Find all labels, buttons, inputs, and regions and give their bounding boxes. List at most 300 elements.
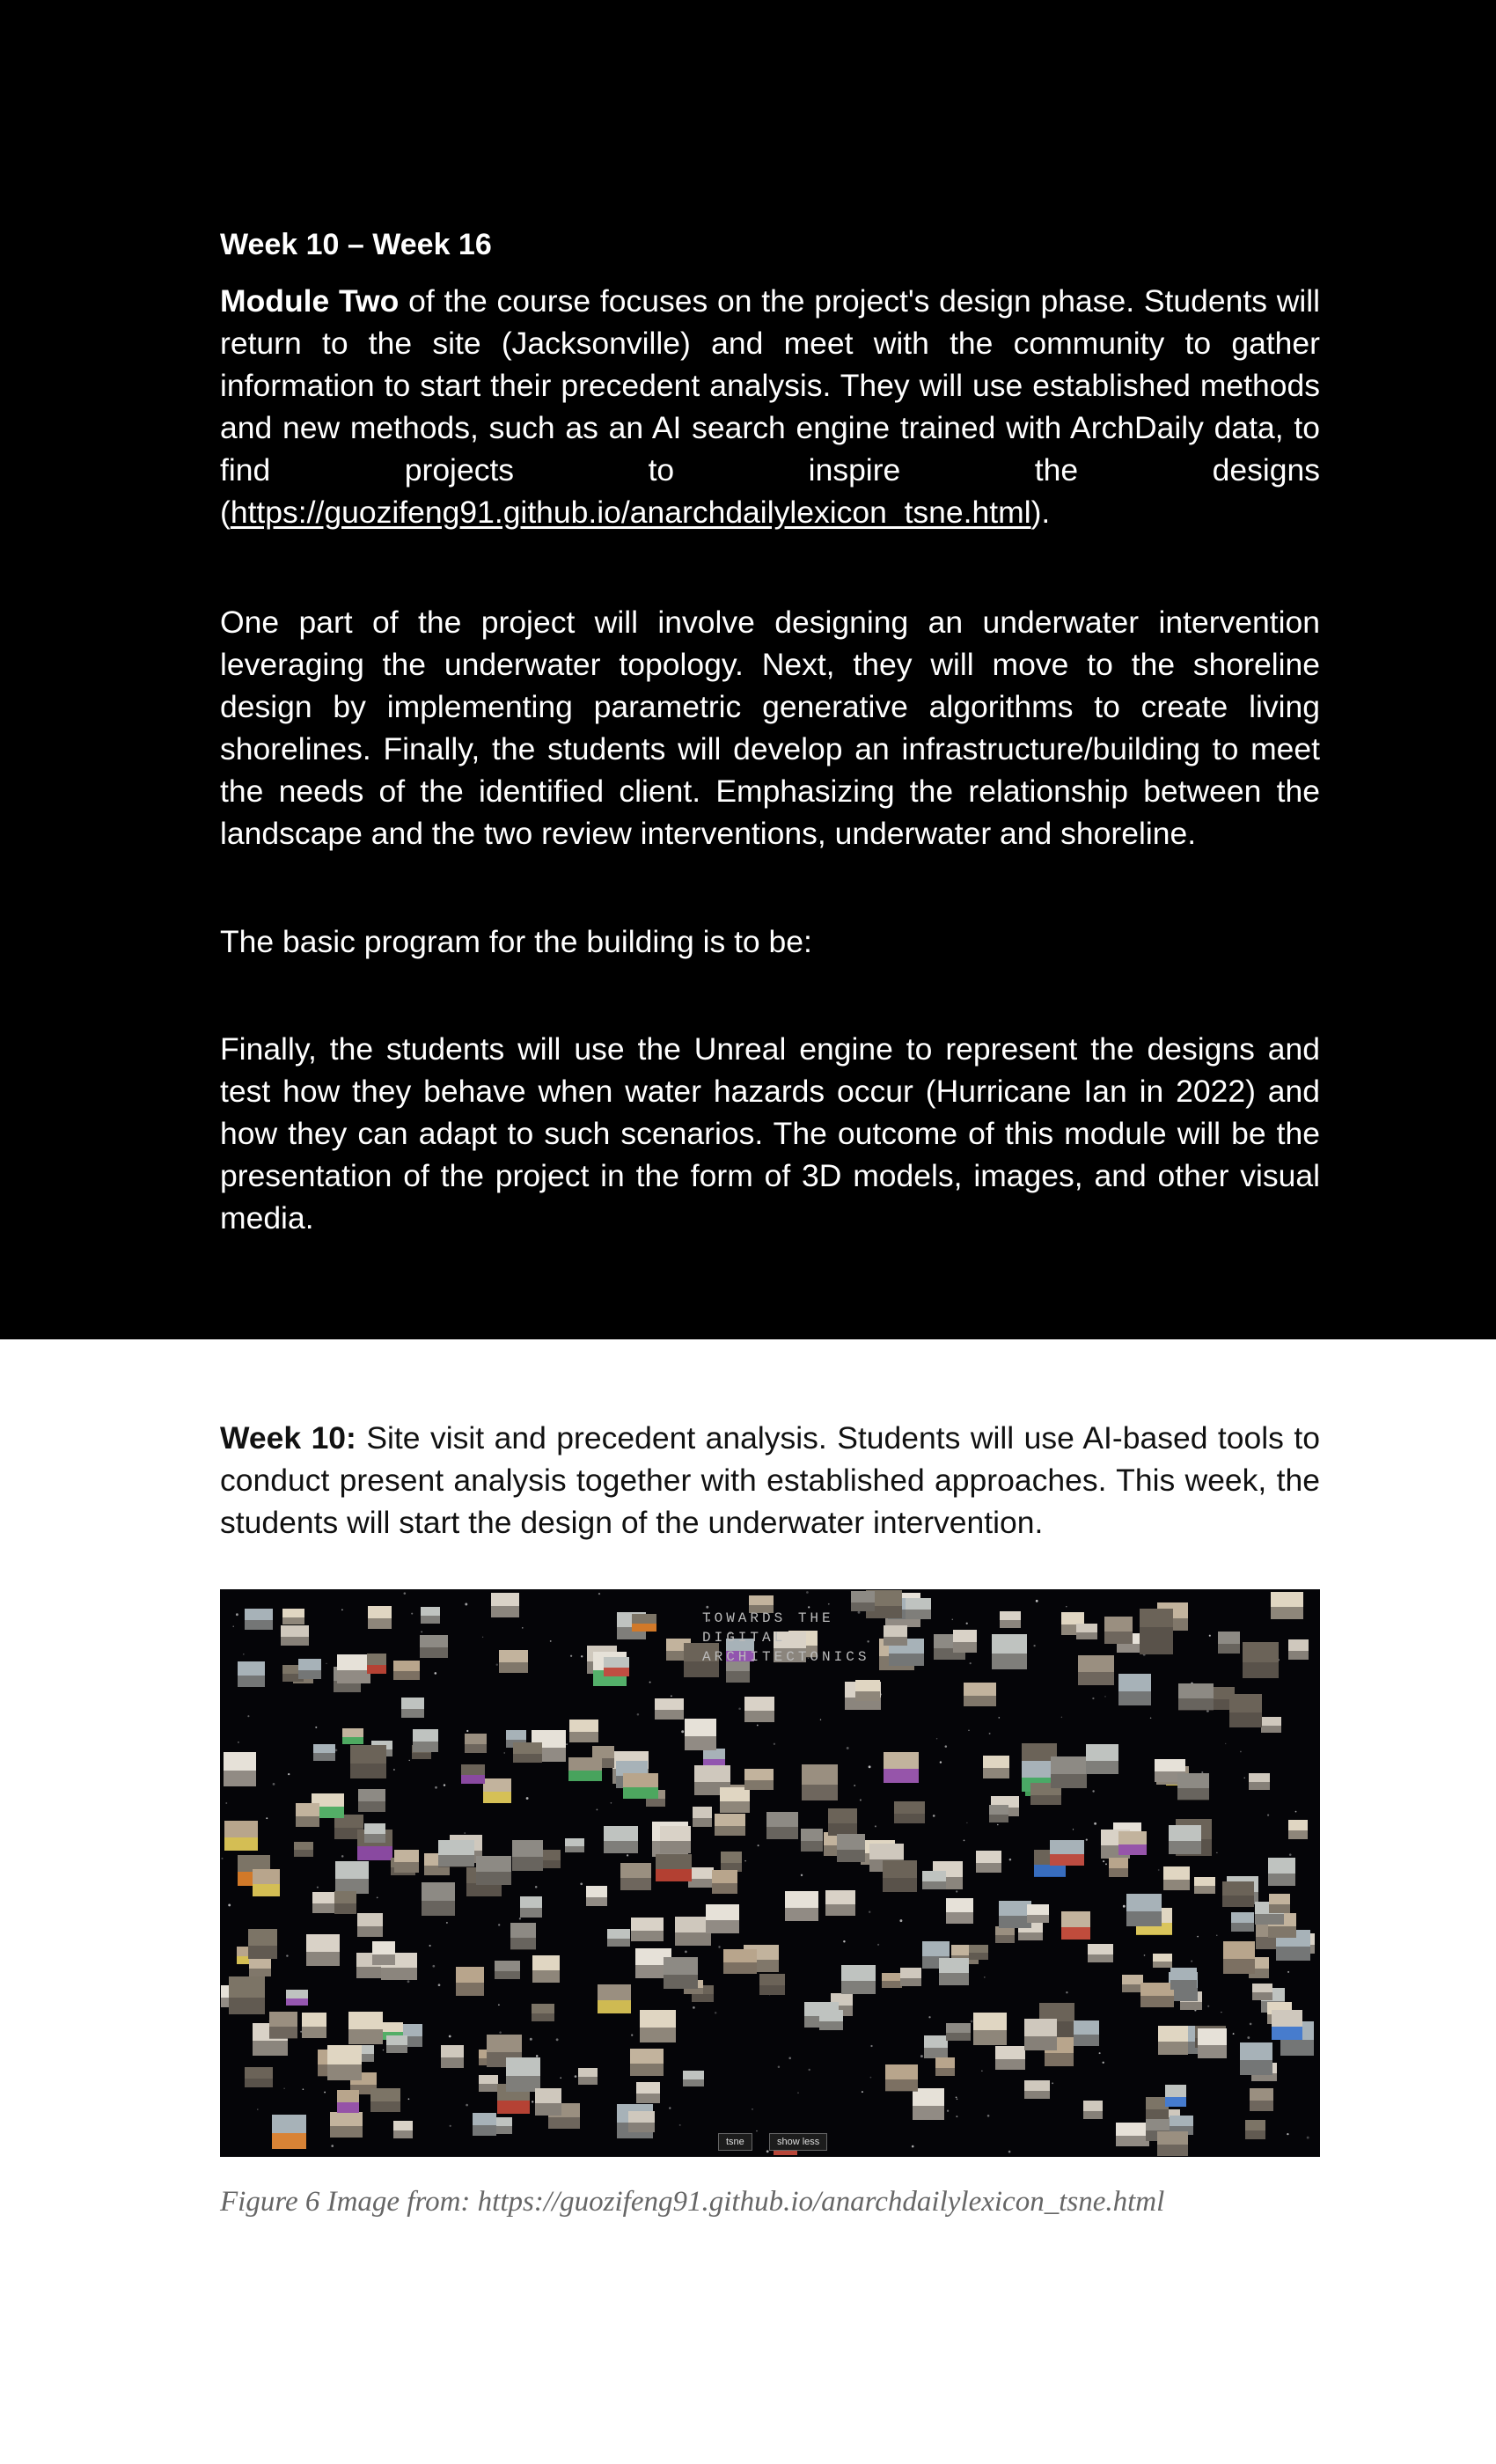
star-dot (257, 2108, 258, 2109)
image-thumbnail (1177, 1773, 1209, 1800)
star-dot (496, 1664, 498, 1666)
star-dot (920, 2055, 923, 2057)
image-thumbnail (882, 1973, 902, 1988)
image-thumbnail (1178, 1683, 1214, 1711)
star-dot (744, 1860, 745, 1861)
star-dot (556, 2038, 559, 2041)
star-dot (637, 1713, 640, 1716)
star-dot (1144, 1954, 1146, 1956)
image-thumbnail (630, 2049, 664, 2076)
star-dot (228, 1903, 231, 1906)
image-thumbnail (565, 1838, 584, 1852)
star-dot (315, 1727, 317, 1728)
image-thumbnail (1157, 2131, 1188, 2156)
star-dot (1073, 1829, 1074, 1830)
image-thumbnail (703, 1749, 725, 1768)
image-thumbnail (532, 2004, 554, 2021)
star-dot (449, 2035, 451, 2038)
image-thumbnail (422, 1882, 455, 1916)
star-dot (341, 1610, 343, 1611)
image-thumbnail (631, 1918, 664, 1941)
image-thumbnail (224, 1821, 258, 1851)
image-thumbnail (655, 1698, 684, 1720)
star-dot (550, 1640, 552, 1642)
image-thumbnail (1194, 1877, 1215, 1894)
star-dot (1287, 2133, 1288, 2135)
image-thumbnail (946, 1898, 973, 1924)
image-thumbnail (1165, 2085, 1186, 2107)
star-dot (466, 1730, 468, 1732)
image-thumbnail (586, 1886, 607, 1906)
image-thumbnail (495, 1961, 520, 1979)
week-ten-text: Site visit and precedent analysis. Students will use AI-based tools to conduct present analysis together with established approaches. This week, the students will start the design of the underwater intervention. (220, 1420, 1320, 1540)
image-thumbnail (706, 1904, 739, 1933)
star-dot (450, 2125, 451, 2127)
image-thumbnail (401, 1698, 424, 1718)
image-thumbnail (337, 2090, 359, 2113)
image-thumbnail (1222, 1881, 1254, 1907)
star-dot (393, 1769, 395, 1771)
week-ten-lead: Week 10: (220, 1420, 356, 1456)
image-thumbnail (367, 1654, 386, 1674)
star-dot (854, 1785, 855, 1786)
star-dot (847, 1747, 849, 1749)
image-thumbnail (512, 1840, 543, 1871)
star-dot (408, 2098, 410, 2100)
image-thumbnail (992, 1634, 1027, 1669)
image-thumbnail (520, 1896, 542, 1918)
image-thumbnail (1078, 1655, 1114, 1685)
image-thumbnail (1261, 1717, 1281, 1733)
image-thumbnail (1229, 1694, 1262, 1727)
star-dot (1094, 1822, 1096, 1825)
image-thumbnail (1153, 1954, 1172, 1968)
star-dot (756, 2130, 758, 2132)
star-dot (936, 1738, 937, 1739)
image-thumbnail (841, 1965, 876, 1994)
image-thumbnail (935, 2057, 955, 2076)
image-thumbnail (535, 2088, 561, 2116)
image-thumbnail (759, 1974, 785, 1995)
image-thumbnail (632, 1614, 656, 1632)
image-thumbnail (885, 2064, 918, 2092)
image-thumbnail (1163, 1866, 1190, 1890)
unreal-engine-paragraph: Finally, the students will use the Unreal engine to represent the designs and test how they behave when water hazards occur (Hurricane Ian in 2022) and how they can adapt to such scenarios. The outcome of this module will be the presentation of the project in the form of 3D models, images, and other visual media. (220, 1031, 1320, 1236)
star-dot (266, 1817, 268, 1819)
star-dot (912, 2145, 914, 2148)
week-range-title: Week 10 – Week 16 (220, 228, 492, 261)
image-thumbnail (685, 1719, 716, 1750)
image-thumbnail (1027, 1904, 1049, 1923)
image-thumbnail (906, 1598, 931, 1619)
star-dot (1033, 1645, 1035, 1646)
image-thumbnail (894, 1801, 925, 1823)
image-thumbnail (837, 1834, 865, 1862)
image-thumbnail (1252, 1984, 1272, 2000)
star-dot (243, 1654, 245, 1655)
image-thumbnail (335, 1861, 369, 1894)
archdaily-lexicon-link[interactable]: https://guozifeng91.github.io/anarchdailylexicon_tsne.html (230, 495, 1031, 530)
image-thumbnail (413, 1729, 438, 1752)
image-thumbnail (337, 1654, 370, 1683)
star-dot (225, 1802, 227, 1804)
star-dot (808, 2069, 810, 2071)
star-dot (788, 2057, 791, 2059)
image-thumbnail (420, 1635, 448, 1658)
image-thumbnail (513, 1742, 542, 1763)
star-dot (1009, 1859, 1012, 1861)
building-program-paragraph: The basic program for the building is to be: (220, 924, 812, 959)
image-thumbnail (330, 2112, 363, 2138)
image-thumbnail (421, 1607, 440, 1624)
star-dot (757, 1725, 759, 1727)
star-dot (288, 1773, 290, 1775)
image-thumbnail (1076, 1624, 1097, 1639)
image-thumbnail (969, 1945, 988, 1960)
image-thumbnail (712, 1870, 737, 1894)
star-dot (945, 1745, 948, 1748)
image-thumbnail (604, 1826, 638, 1853)
image-thumbnail (465, 1734, 487, 1753)
image-thumbnail (372, 1941, 395, 1965)
star-dot (1267, 1815, 1269, 1816)
star-dot (238, 1742, 239, 1743)
image-thumbnail (999, 1901, 1031, 1928)
image-thumbnail (989, 1805, 1008, 1822)
star-dot (966, 1822, 967, 1823)
image-thumbnail (715, 1814, 745, 1836)
figure-show-less-button[interactable]: show less (769, 2133, 827, 2151)
image-thumbnail (364, 1823, 385, 1843)
image-thumbnail (1169, 1825, 1201, 1854)
image-thumbnail (281, 1625, 309, 1646)
module-two-text: of the course focuses on the project's design phase. Students will return to the site (Jacksonville) and meet with the community to gather information to start their precedent analysis. They will use established methods and new methods, such as an AI search engine trained with ArchDaily data, to find projects to inspire the designs ( (220, 283, 1320, 530)
image-thumbnail (282, 1609, 304, 1624)
image-thumbnail (334, 1891, 356, 1914)
star-dot (869, 1911, 870, 1913)
star-dot (331, 2145, 334, 2147)
image-thumbnail (855, 1680, 880, 1701)
star-dot (774, 1743, 775, 1745)
image-thumbnail (884, 1625, 907, 1646)
image-thumbnail (1024, 2019, 1057, 2050)
star-dot (532, 2101, 533, 2102)
image-thumbnail (640, 2010, 676, 2042)
star-dot (286, 1954, 288, 1956)
image-thumbnail (1118, 1674, 1151, 1705)
star-dot (466, 2104, 468, 2107)
image-thumbnail (1240, 2042, 1272, 2075)
star-dot (411, 1613, 413, 1615)
image-thumbnail (1170, 1968, 1197, 1990)
module-two-paragraph (220, 280, 1320, 533)
star-dot (1066, 1606, 1067, 1607)
image-thumbnail (964, 1683, 996, 1706)
star-dot (303, 2088, 304, 2090)
star-dot (718, 1946, 720, 1947)
star-dot (869, 1765, 871, 1768)
star-dot (409, 1760, 410, 1761)
star-dot (738, 1707, 741, 1710)
image-thumbnail (1218, 1632, 1240, 1654)
star-dot (404, 1592, 407, 1595)
star-dot (997, 1824, 999, 1826)
image-thumbnail (620, 1863, 651, 1890)
star-dot (989, 1733, 991, 1734)
image-thumbnail (721, 1852, 742, 1872)
image-thumbnail (660, 1826, 691, 1853)
image-thumbnail (598, 1984, 631, 2013)
image-thumbnail (1122, 1975, 1143, 1992)
image-thumbnail (249, 1959, 271, 1976)
image-thumbnail (370, 2088, 400, 2112)
image-thumbnail (1158, 2026, 1188, 2055)
star-dot (535, 1886, 538, 1888)
image-thumbnail (313, 1744, 335, 1761)
star-dot (870, 2077, 872, 2079)
image-thumbnail (636, 2082, 660, 2103)
image-thumbnail (720, 1787, 750, 1813)
image-thumbnail (393, 2121, 413, 2138)
star-dot (1052, 2082, 1053, 2084)
star-dot (324, 2092, 326, 2094)
star-dot (1191, 1961, 1192, 1962)
figure-title-line-2: DIGITAL (702, 1630, 787, 1646)
image-thumbnail (607, 1929, 630, 1947)
image-thumbnail (568, 1757, 602, 1781)
star-dot (940, 1761, 942, 1763)
image-thumbnail (350, 1745, 386, 1778)
star-dot (446, 1922, 448, 1924)
star-dot (966, 1623, 968, 1624)
star-dot (1247, 2036, 1250, 2039)
image-thumbnail (802, 1764, 838, 1800)
star-dot (899, 1919, 902, 1922)
image-thumbnail (683, 2071, 704, 2086)
star-dot (236, 1613, 238, 1616)
image-thumbnail (1051, 1756, 1087, 1788)
star-dot (519, 1918, 521, 1919)
star-dot (956, 2097, 957, 2099)
image-thumbnail (253, 1869, 280, 1896)
star-dot (998, 1717, 1000, 1719)
image-thumbnail (801, 1829, 823, 1852)
star-dot (1233, 2033, 1235, 2035)
star-dot (669, 2107, 671, 2108)
image-thumbnail (1268, 1858, 1295, 1886)
star-dot (566, 1743, 568, 1745)
star-dot (429, 1945, 431, 1947)
star-dot (964, 1840, 965, 1842)
image-thumbnail (688, 1867, 714, 1888)
image-thumbnail (296, 1803, 319, 1827)
star-dot (407, 1980, 410, 1983)
image-thumbnail (286, 1990, 308, 2006)
star-dot (560, 2077, 561, 2079)
image-thumbnail (766, 1812, 798, 1839)
image-thumbnail (1271, 1592, 1303, 1619)
star-dot (1066, 1991, 1067, 1993)
star-dot (671, 1695, 672, 1697)
image-thumbnail (358, 1789, 385, 1812)
image-thumbnail (368, 1606, 392, 1629)
image-thumbnail (946, 2023, 971, 2041)
star-dot (627, 1854, 628, 1856)
image-thumbnail (604, 1657, 629, 1676)
image-thumbnail (819, 2010, 843, 2030)
star-dot (971, 2020, 973, 2023)
star-dot (1104, 1696, 1105, 1697)
star-dot (952, 1619, 954, 1621)
star-dot (598, 1593, 600, 1595)
image-thumbnail (473, 2113, 496, 2136)
image-thumbnail (386, 2035, 407, 2053)
star-dot (377, 1897, 378, 1899)
image-thumbnail (623, 1773, 658, 1799)
star-dot (649, 1682, 651, 1683)
star-dot (526, 1797, 529, 1800)
star-dot (482, 1637, 483, 1638)
star-dot (580, 1882, 583, 1885)
star-dot (435, 1672, 437, 1675)
image-thumbnail (828, 1808, 857, 1836)
image-thumbnail (1288, 1639, 1309, 1660)
image-thumbnail (578, 2068, 598, 2085)
image-thumbnail (995, 1926, 1015, 1943)
image-thumbnail (922, 1871, 946, 1889)
star-dot (778, 2065, 781, 2068)
image-thumbnail (884, 1752, 919, 1783)
star-dot (828, 1603, 830, 1605)
star-dot (317, 1887, 319, 1888)
image-thumbnail (394, 1850, 419, 1873)
star-dot (465, 1603, 467, 1606)
image-thumbnail (224, 1752, 256, 1786)
star-dot (1061, 1717, 1062, 1718)
image-thumbnail (342, 1728, 363, 1744)
star-dot (435, 1786, 437, 1789)
star-dot (693, 2006, 695, 2009)
star-dot (575, 2075, 577, 2078)
star-dot (530, 2038, 532, 2041)
star-dot (300, 2031, 302, 2033)
image-thumbnail (1109, 1858, 1128, 1877)
star-dot (283, 2088, 284, 2089)
star-dot (421, 1632, 422, 1633)
image-thumbnail (302, 2013, 326, 2038)
figure-tsne-button[interactable]: tsne (718, 2133, 752, 2151)
star-dot (984, 1976, 986, 1978)
star-dot (877, 1944, 879, 1946)
image-thumbnail (245, 1609, 273, 1630)
image-thumbnail (693, 1807, 712, 1827)
image-thumbnail (664, 1957, 698, 1989)
image-thumbnail (298, 1659, 321, 1679)
star-dot (679, 2124, 681, 2126)
star-dot (685, 1951, 687, 1954)
star-dot (1289, 1853, 1292, 1856)
image-thumbnail (506, 2057, 540, 2092)
image-thumbnail (483, 1778, 511, 1803)
image-thumbnail (1116, 2123, 1149, 2146)
image-thumbnail (1086, 1744, 1118, 1774)
star-dot (681, 1730, 684, 1733)
image-thumbnail (656, 1854, 692, 1881)
image-thumbnail (883, 1860, 917, 1892)
star-dot (1287, 1971, 1289, 1973)
star-dot (1225, 1743, 1226, 1744)
image-thumbnail (785, 1891, 818, 1921)
image-thumbnail (229, 1976, 265, 2014)
image-thumbnail (1126, 1894, 1162, 1926)
star-dot (957, 2098, 958, 2100)
star-dot (1216, 1852, 1217, 1853)
star-dot (715, 2012, 716, 2013)
star-dot (536, 2055, 539, 2057)
star-dot (947, 2110, 949, 2112)
image-thumbnail (744, 1697, 774, 1722)
star-dot (933, 1815, 935, 1817)
star-dot (843, 1940, 845, 1942)
image-thumbnail (393, 1661, 420, 1680)
star-dot (806, 1591, 809, 1594)
star-dot (1307, 2137, 1309, 2139)
image-thumbnail (995, 2046, 1025, 2070)
image-thumbnail (327, 2045, 362, 2080)
star-dot (1201, 1771, 1203, 1773)
figure-title-text (702, 1609, 869, 1667)
image-thumbnail (499, 1650, 528, 1673)
image-thumbnail (1140, 1983, 1174, 2007)
star-dot (499, 2031, 502, 2034)
image-thumbnail (976, 1851, 1001, 1873)
star-dot (522, 1627, 523, 1628)
image-thumbnail (1198, 2028, 1227, 2058)
image-thumbnail (461, 1764, 485, 1784)
image-thumbnail (1118, 1831, 1147, 1855)
tsne-image-cloud-figure (220, 1589, 1320, 2157)
star-dot (1158, 1869, 1160, 1871)
image-thumbnail (973, 2013, 1007, 2045)
image-thumbnail (269, 2012, 297, 2039)
image-thumbnail (1249, 1773, 1270, 1790)
week-range-heading (220, 224, 1320, 266)
image-thumbnail (675, 1917, 711, 1946)
image-thumbnail (1231, 1912, 1254, 1932)
image-thumbnail (723, 1949, 757, 1974)
image-thumbnail (983, 1756, 1009, 1778)
star-dot (987, 2115, 990, 2117)
star-dot (444, 1784, 445, 1786)
image-thumbnail (569, 1720, 598, 1742)
star-dot (1250, 2023, 1252, 2026)
star-dot (870, 2045, 872, 2047)
star-dot (1150, 1718, 1152, 1720)
image-thumbnail (1269, 1894, 1290, 1913)
star-dot (438, 1984, 441, 1986)
image-thumbnail (1088, 1944, 1113, 1962)
star-dot (273, 1783, 275, 1786)
figure-title-line-1: TOWARDS THE (702, 1610, 834, 1626)
star-dot (981, 2071, 982, 2072)
tsne-image-cloud (220, 1589, 1320, 2157)
star-dot (968, 1730, 969, 1731)
star-dot (956, 1890, 957, 1892)
star-dot (596, 1808, 598, 1810)
module-two-tail: ). (1030, 495, 1051, 530)
image-thumbnail (1250, 2088, 1273, 2111)
image-thumbnail (456, 1967, 484, 1996)
